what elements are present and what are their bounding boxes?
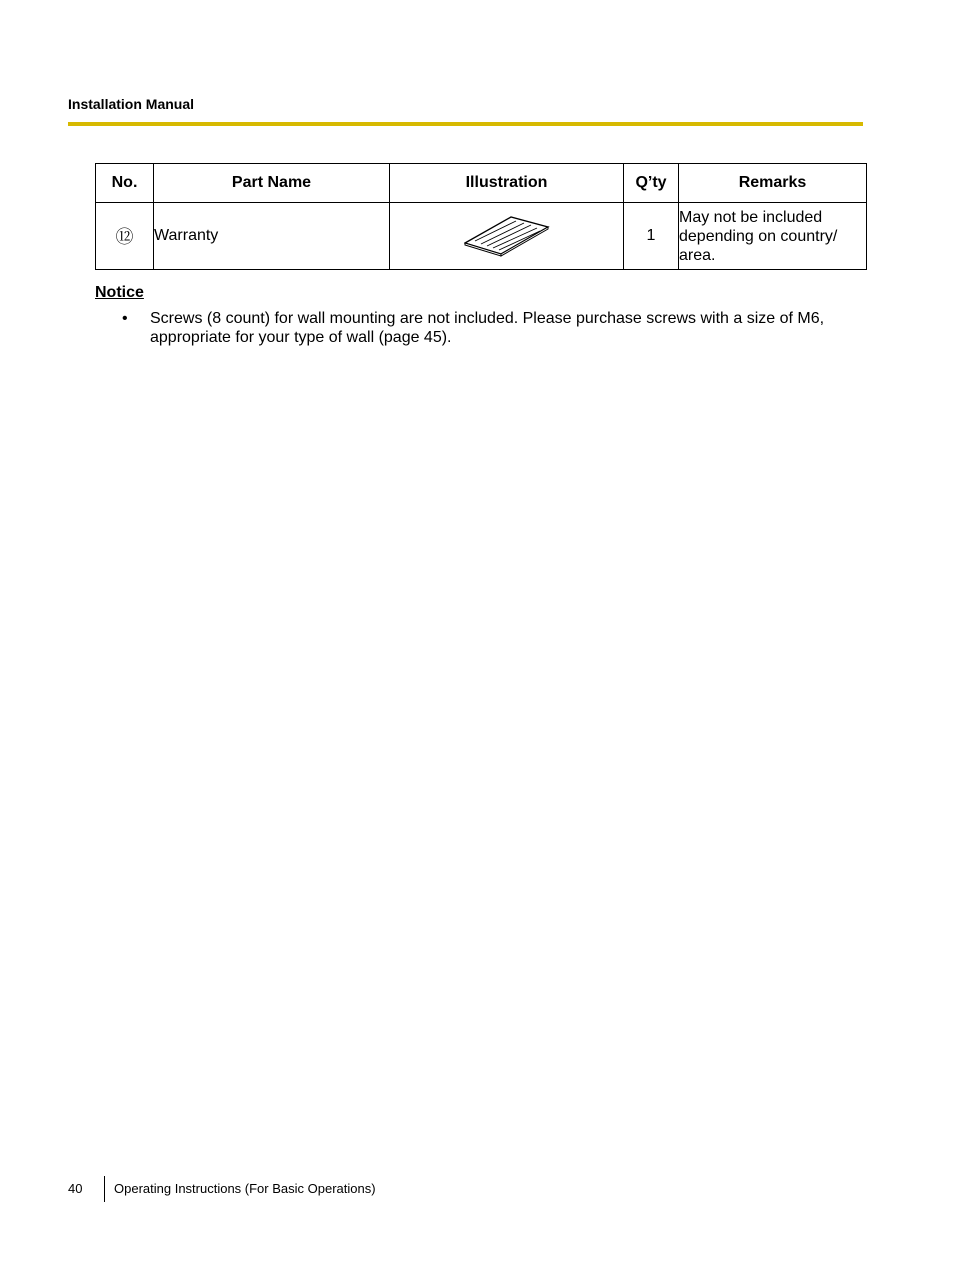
bullet-icon: •: [122, 310, 128, 327]
notice-text: Screws (8 count) for wall mounting are not included. Please purchase screws with a size of M6, appropriate for your type of wall (page 45).: [150, 310, 825, 346]
column-header-qty: Q’ty: [624, 164, 679, 203]
column-header-remarks: Remarks: [679, 164, 867, 203]
column-header-illustration: Illustration: [390, 164, 624, 203]
notice-heading: Notice: [95, 284, 144, 301]
list-item: [120, 309, 840, 347]
page-number: 40: [68, 1181, 83, 1196]
parts-table: [95, 163, 867, 270]
header-rule: [68, 122, 863, 126]
footer-document-title: Operating Instructions (For Basic Operations): [114, 1181, 376, 1196]
footer-divider: [104, 1176, 105, 1202]
column-header-part-name: Part Name: [154, 164, 390, 203]
illustration-cell: [390, 203, 624, 270]
column-header-no: No.: [96, 164, 154, 203]
remarks: May not be included depending on country/ area.: [679, 203, 867, 270]
table-row: [96, 203, 867, 270]
header-title: Installation Manual: [68, 96, 195, 112]
warranty-card-icon: [464, 214, 550, 258]
notice-list: [120, 309, 840, 347]
quantity: 1: [624, 203, 679, 270]
row-number: ⑫: [96, 203, 154, 270]
part-name: Warranty: [154, 203, 390, 270]
table-header-row: [96, 164, 867, 203]
